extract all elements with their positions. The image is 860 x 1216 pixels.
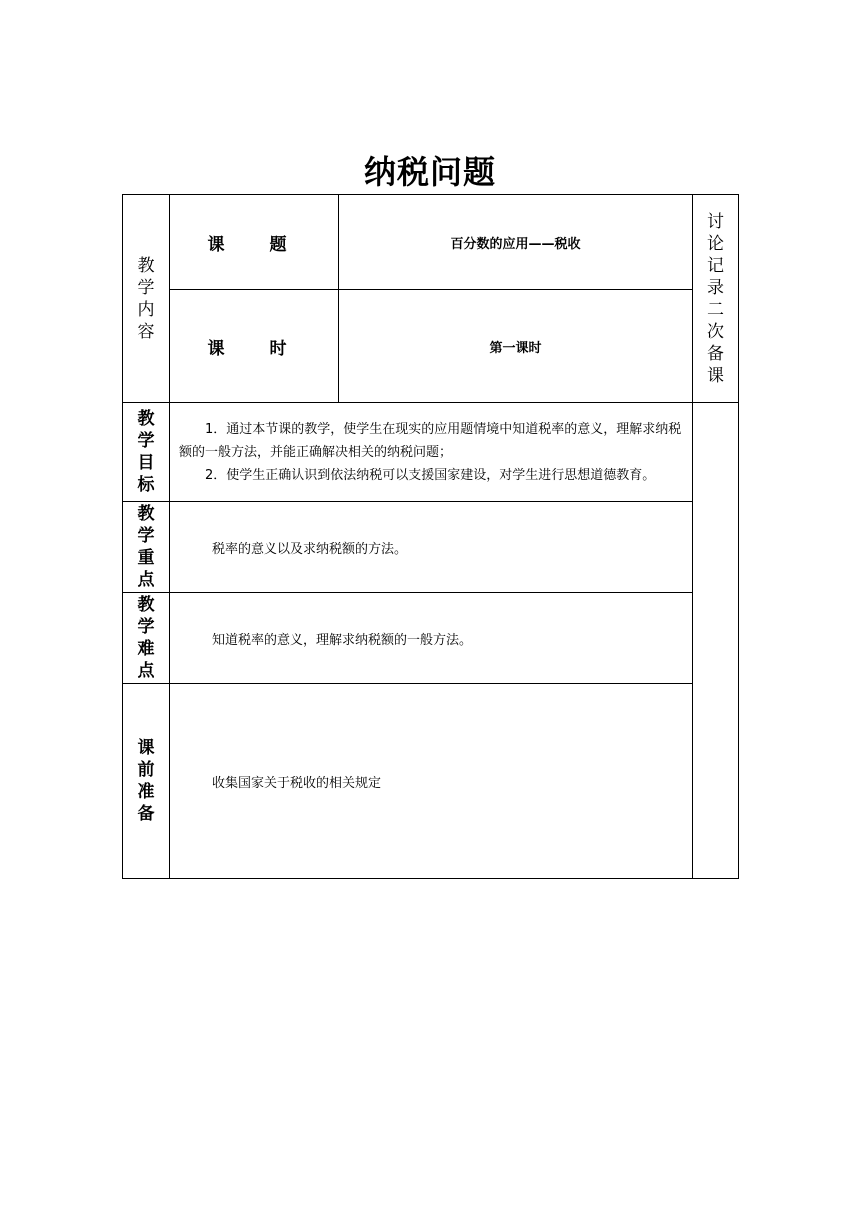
- lesson-plan-table: [122, 194, 739, 879]
- topic-value: 百分数的应用——税收: [339, 195, 693, 290]
- objectives-label: 教 学 目 标: [123, 403, 170, 502]
- discussion-record-area: [693, 403, 739, 879]
- objectives-row: [123, 403, 739, 502]
- objective-item: 2．使学生正确认识到依法纳税可以支援国家建设，对学生进行思想道德教育。: [205, 467, 656, 483]
- objective-item: 1．通过本节课的教学，使学生在现实的应用题情境中知道税率的意义，理解求纳税额的一般方法，并能正确解决相关的纳税问题；: [179, 421, 682, 460]
- period-value: 第一课时: [339, 290, 693, 403]
- page-title: 纳税问题: [363, 153, 496, 191]
- preparation-row: [123, 684, 739, 879]
- key-points-text: 税率的意义以及求纳税额的方法。: [170, 502, 693, 593]
- topic-label: 课 题: [170, 195, 339, 290]
- preparation-label: 课 前 准 备: [123, 684, 170, 879]
- objectives-text: [170, 403, 693, 502]
- difficulties-row: [123, 593, 739, 684]
- key-points-row: [123, 502, 739, 593]
- difficulties-text: 知道税率的意义，理解求纳税额的一般方法。: [170, 593, 693, 684]
- period-label: 课 时: [170, 290, 339, 403]
- difficulties-label: 教 学 难 点: [123, 593, 170, 684]
- topic-row: [123, 195, 739, 290]
- preparation-text: 收集国家关于税收的相关规定: [170, 684, 693, 879]
- period-row: [123, 290, 739, 403]
- teaching-content-label: 教 学 内 容: [123, 195, 170, 403]
- key-points-label: 教 学 重 点: [123, 502, 170, 593]
- discussion-record-label: 讨 论 记 录 二 次 备 课: [693, 195, 739, 403]
